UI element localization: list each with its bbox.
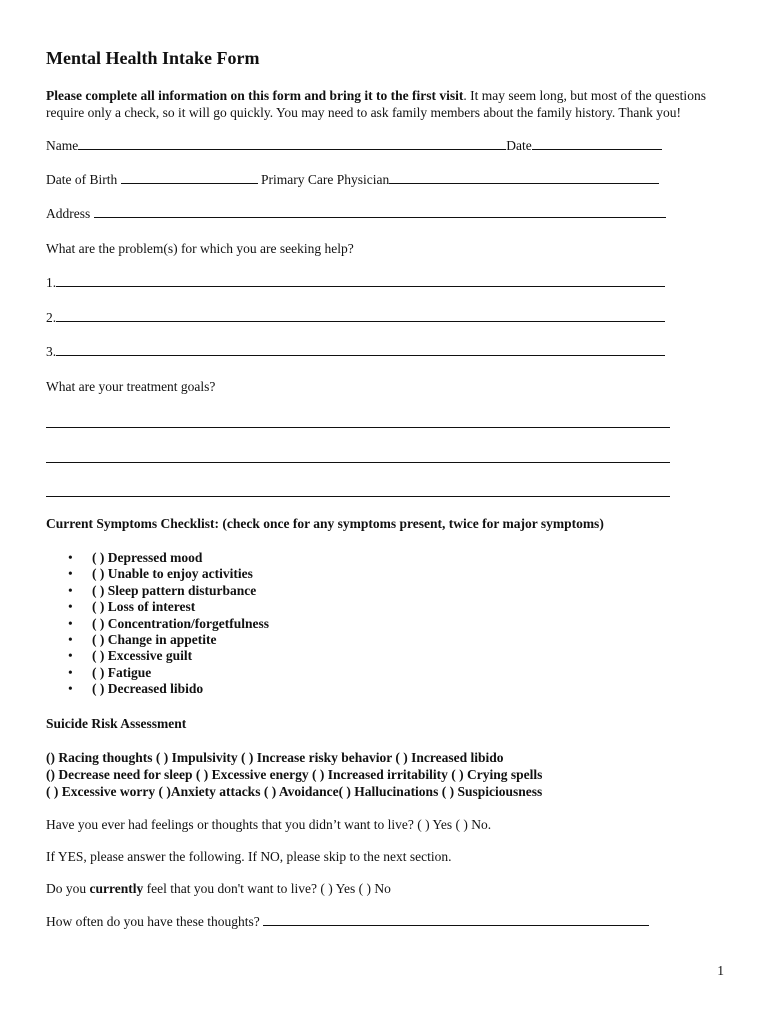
bullet-icon: • xyxy=(68,615,73,631)
problem-field-1[interactable] xyxy=(56,275,665,287)
intro-paragraph xyxy=(46,87,726,121)
symptom-label: ( ) Fatigue xyxy=(92,664,152,680)
list-item[interactable] xyxy=(68,566,269,582)
name-label: Name xyxy=(46,138,79,153)
how-often-row xyxy=(46,914,649,930)
symptom-label: ( ) Concentration/forgetfulness xyxy=(92,615,269,631)
problem-number: 3. xyxy=(46,344,57,359)
suicide-heading: Suicide Risk Assessment xyxy=(46,716,187,731)
goals-row-2 xyxy=(46,451,670,467)
bullet-icon: • xyxy=(68,681,73,697)
problem-row-1 xyxy=(46,275,665,291)
list-item[interactable] xyxy=(68,648,269,664)
bullet-icon: • xyxy=(68,664,73,680)
goals-row-3 xyxy=(46,485,670,501)
goals-question: What are your treatment goals? xyxy=(46,379,216,394)
list-item[interactable] xyxy=(68,665,269,681)
list-item[interactable] xyxy=(68,550,269,566)
checklist-heading: Current Symptoms Checklist: (check once for any symptoms present, twice for major symptoms) xyxy=(46,516,604,531)
bullet-icon: • xyxy=(68,566,73,582)
goals-row-1 xyxy=(46,416,670,432)
dob-label: Date of Birth xyxy=(46,172,118,187)
list-item[interactable] xyxy=(68,616,269,632)
goals-field-3[interactable] xyxy=(46,485,670,497)
symptom-label: ( ) Depressed mood xyxy=(92,550,203,565)
bullet-icon: • xyxy=(68,648,73,664)
problem-field-3[interactable] xyxy=(56,344,665,356)
risk-row-1[interactable]: () Racing thoughts ( ) Impulsivity ( ) Increase risky behavior ( ) Increased libido xyxy=(46,750,504,765)
problem-row-3 xyxy=(46,344,665,360)
address-field[interactable] xyxy=(94,206,666,218)
page-number: 1 xyxy=(717,963,724,978)
problem-number: 2. xyxy=(46,310,57,325)
symptom-label: ( ) Loss of interest xyxy=(92,599,196,615)
problem-row-2 xyxy=(46,310,665,326)
bullet-icon: • xyxy=(68,599,73,615)
bullet-icon: • xyxy=(68,632,73,648)
goals-field-2[interactable] xyxy=(46,451,670,463)
list-item[interactable] xyxy=(68,583,269,599)
dob-field[interactable] xyxy=(121,172,258,184)
currently-prefix: Do you xyxy=(46,881,90,896)
currently-question[interactable] xyxy=(46,881,391,897)
list-item[interactable] xyxy=(68,632,269,648)
symptom-label: ( ) Unable to enjoy activities xyxy=(92,566,253,582)
address-label: Address xyxy=(46,206,91,221)
problems-question: What are the problem(s) for which you are seeking help? xyxy=(46,241,354,256)
risk-row-2[interactable]: () Decrease need for sleep ( ) Excessive energy ( ) Increased irritability ( ) Crying spells xyxy=(46,767,543,782)
dob-pcp-row xyxy=(46,172,659,188)
currently-suffix: feel that you don't want to live? ( ) Yes ( ) No xyxy=(143,881,391,896)
bullet-icon: • xyxy=(68,582,73,598)
symptom-label: ( ) Decreased libido xyxy=(92,681,204,697)
list-item[interactable] xyxy=(68,599,269,615)
problem-field-2[interactable] xyxy=(56,310,665,322)
if-yes-text: If YES, please answer the following. If NO, please skip to the next section. xyxy=(46,849,452,864)
date-field[interactable] xyxy=(532,138,662,150)
feelings-question[interactable]: Have you ever had feelings or thoughts that you didn’t want to live? ( ) Yes ( ) No. xyxy=(46,817,492,832)
name-date-row xyxy=(46,138,662,154)
how-often-field[interactable] xyxy=(263,914,649,926)
risk-row-3[interactable]: ( ) Excessive worry ( )Anxiety attacks ( ) Avoidance( ) Hallucinations ( ) Suspiciousness xyxy=(46,784,543,799)
how-often-label: How often do you have these thoughts? xyxy=(46,914,260,929)
currently-bold: currently xyxy=(89,881,144,896)
name-field[interactable] xyxy=(78,138,506,150)
date-label: Date xyxy=(506,138,532,153)
form-title: Mental Health Intake Form xyxy=(46,48,260,68)
symptom-label: ( ) Sleep pattern disturbance xyxy=(92,582,257,598)
goals-field-1[interactable] xyxy=(46,416,670,428)
bullet-icon: • xyxy=(68,550,73,565)
list-item[interactable] xyxy=(68,681,269,697)
symptom-label: ( ) Change in appetite xyxy=(92,632,217,648)
symptom-label: ( ) Excessive guilt xyxy=(92,648,193,664)
address-row xyxy=(46,206,666,222)
pcp-label: Primary Care Physician xyxy=(260,172,390,187)
intro-bold-text: Please complete all information on this form and bring it to the first visit xyxy=(46,88,464,103)
pcp-field[interactable] xyxy=(389,172,659,184)
symptoms-list xyxy=(68,550,269,698)
problem-number: 1. xyxy=(46,275,57,290)
intro-rest-text: . It may seem long, but most of the questions require only a check, so it will go quickly. You may need to ask family members about the family history. Thank you! xyxy=(46,88,706,120)
